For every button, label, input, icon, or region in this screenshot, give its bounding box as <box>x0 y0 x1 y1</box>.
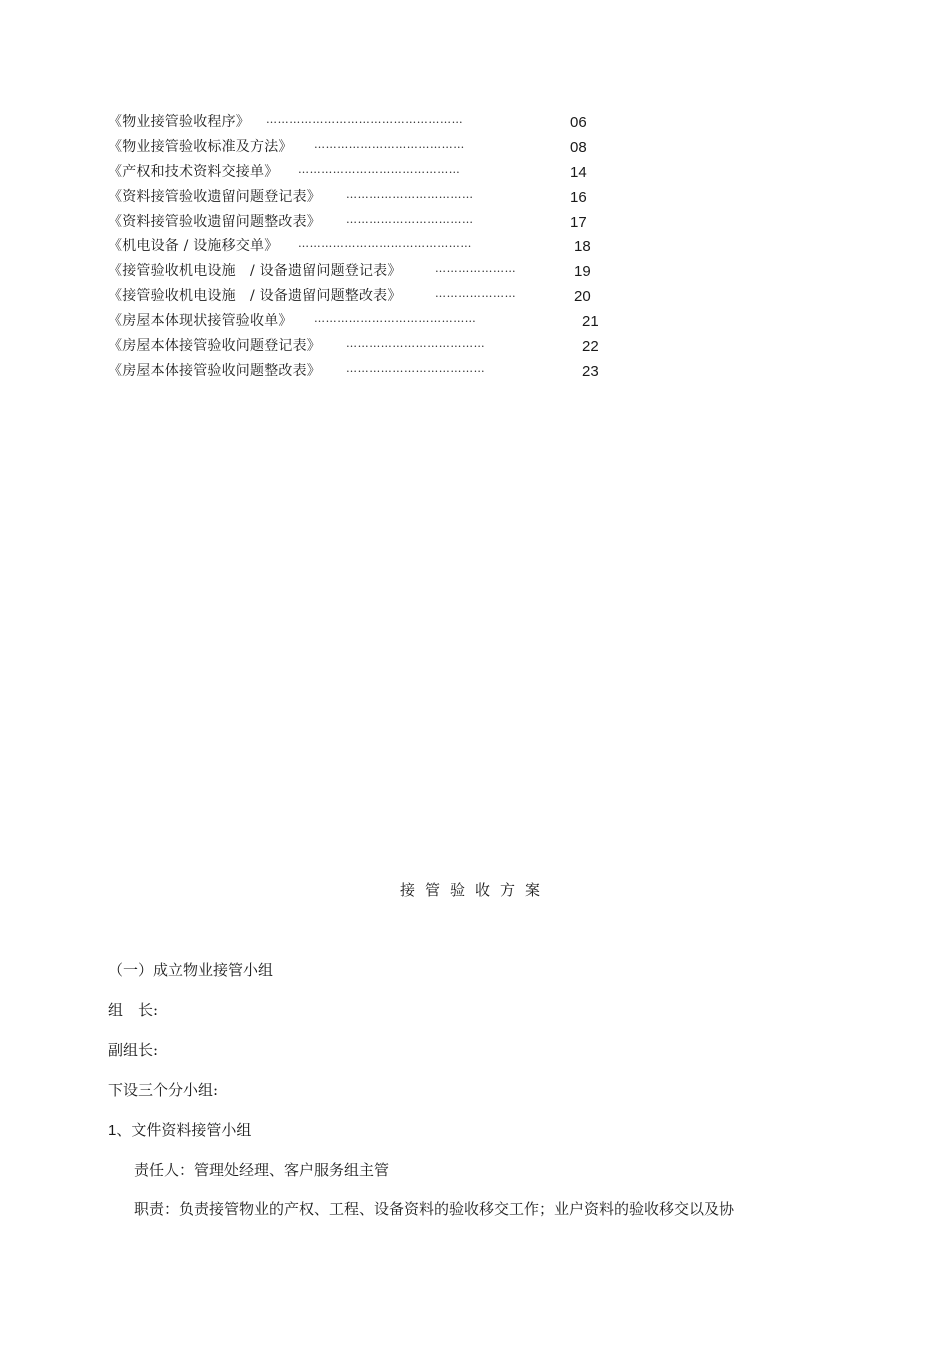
toc-entry-title: 《产权和技术资料交接单》 <box>108 163 279 180</box>
document-title: 接管验收方案 <box>399 881 550 899</box>
toc-entry-title: 《物业接管验收程序》 <box>108 114 250 130</box>
toc-page-number: 06 <box>570 114 587 131</box>
toc-leader-dots: …………………………………………… <box>266 113 464 126</box>
toc-leader-dots: …………………………………… <box>298 162 461 176</box>
toc-entry[interactable] <box>108 212 628 237</box>
toc-entry-title: 《接管验收机电设施 / 设备遗留问题整改表》 <box>108 288 402 305</box>
toc-entry-title: 《房屋本体现状接管验收单》 <box>108 313 293 330</box>
toc-entry[interactable] <box>108 261 628 286</box>
toc-entry-title: 《物业接管验收标准及方法》 <box>108 138 293 155</box>
subgroup-heading <box>108 1120 251 1141</box>
toc-entry[interactable] <box>108 236 628 261</box>
toc-entry[interactable] <box>108 137 628 162</box>
responsible-persons: 责任人：管理处经理、客户服务组主管 <box>134 1161 390 1179</box>
toc-entry[interactable] <box>108 162 628 187</box>
toc-page-number: 20 <box>574 288 591 306</box>
toc-entry[interactable] <box>108 311 628 336</box>
toc-leader-dots: ……………………………………… <box>298 237 472 251</box>
deputy-leader-label: 副组长: <box>108 1041 159 1059</box>
toc-entry-title: 《房屋本体接管验收问题整改表》 <box>108 362 321 379</box>
toc-page-number: 19 <box>574 263 591 281</box>
subgroups-intro: 下设三个分小组: <box>108 1081 219 1099</box>
toc-leader-dots: ………………… <box>435 287 517 301</box>
toc-page-number: 16 <box>570 188 587 206</box>
toc-entry[interactable] <box>108 361 628 386</box>
toc-page-number: 14 <box>570 163 587 181</box>
toc-page-number: 21 <box>582 313 599 331</box>
toc-leader-dots: ………………… <box>435 262 517 276</box>
toc-entry-title: 《资料接管验收遗留问题登记表》 <box>108 188 321 205</box>
toc-entry[interactable] <box>108 187 628 212</box>
toc-page-number: 17 <box>570 213 587 231</box>
subgroup-title: 、文件资料接管小组 <box>116 1121 252 1139</box>
toc-entry[interactable] <box>108 286 628 311</box>
toc-leader-dots: ……………………………… <box>346 337 486 351</box>
subgroup-number: 1 <box>108 1122 117 1139</box>
toc-entry[interactable] <box>108 336 628 361</box>
toc-entry-title: 《接管验收机电设施 / 设备遗留问题登记表》 <box>108 263 402 280</box>
duties-text: 职责：负责接管物业的产权、工程、设备资料的验收移交工作；业户资料的验收移交以及协 <box>134 1200 735 1218</box>
toc-page-number: 22 <box>582 338 599 356</box>
toc-entry[interactable] <box>108 112 628 137</box>
toc-entry-title: 《资料接管验收遗留问题整改表》 <box>108 213 321 230</box>
toc-page-number: 18 <box>574 238 591 256</box>
toc-leader-dots: …………………………………… <box>314 312 477 326</box>
toc-leader-dots: …………………………… <box>346 212 474 226</box>
toc-page-number: 23 <box>582 362 599 380</box>
toc-entry-title: 《机电设备 / 设施移交单》 <box>108 238 279 255</box>
toc-leader-dots: ……………………………… <box>346 361 486 375</box>
toc-page-number: 08 <box>570 138 587 156</box>
leader-label: 组 长: <box>108 1001 159 1019</box>
table-of-contents <box>108 112 628 386</box>
toc-entry-title: 《房屋本体接管验收问题登记表》 <box>108 338 321 355</box>
section-heading: （一）成立物业接管小组 <box>108 961 274 979</box>
toc-leader-dots: ………………………………… <box>314 137 465 151</box>
toc-leader-dots: …………………………… <box>346 187 474 201</box>
